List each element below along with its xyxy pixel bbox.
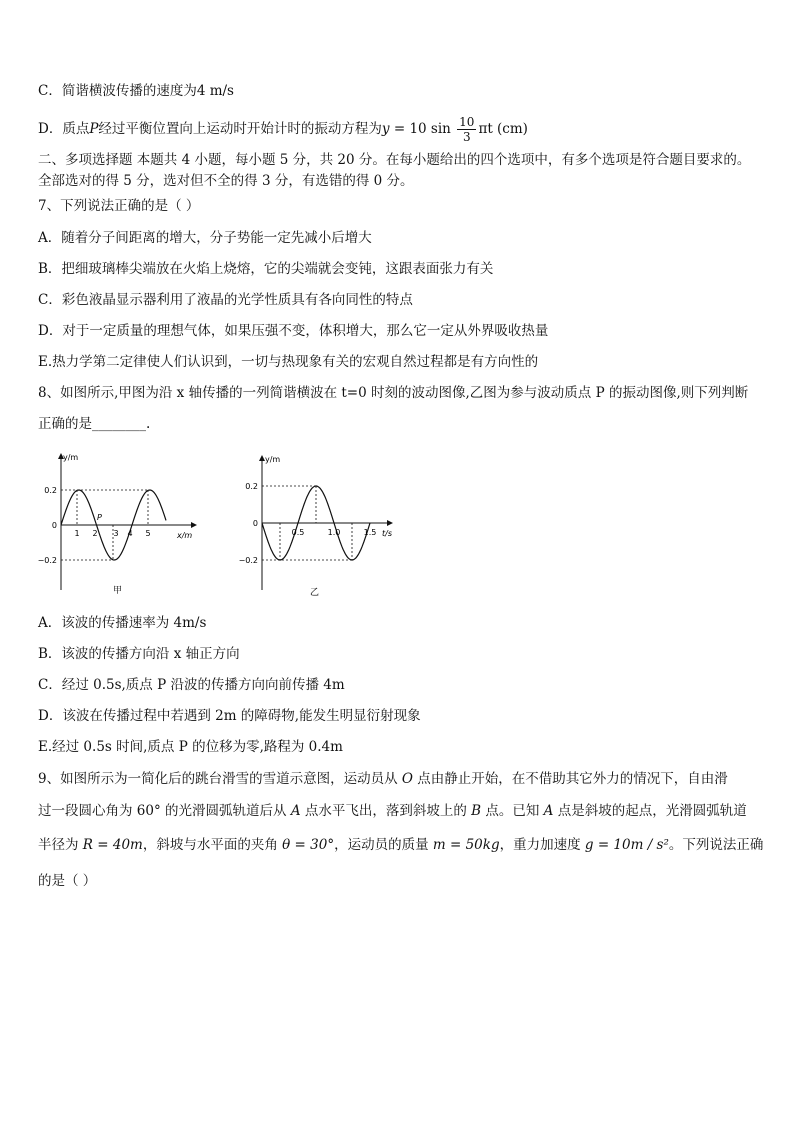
q9-stem-line2: 过一段圆心角为 60° 的光滑圆弧轨道后从 A 点水平飞出，落到斜坡上的 B 点。已知 A 点是斜坡的起点，光滑圆弧轨道 — [38, 803, 747, 819]
q9-stem-line3: 半径为 R = 40m，斜坡与水平面的夹角 θ = 30°，运动员的质量 m = 50kg，重力加速度 g = 10m / s²。下列说法正确 — [38, 837, 764, 853]
jia-xtick-5: 5 — [145, 529, 151, 538]
fraction-10-3: $\frac{10}{3}$ — [459, 115, 475, 144]
jia-caption: 甲 — [113, 586, 123, 596]
q6-option-c: C．简谐横波传播的速度为4 m/s — [38, 83, 234, 99]
jia-ytick-0: 0 — [51, 521, 57, 530]
q7-option-c: C．彩色液晶显示器利用了液晶的光学性质具有各向同性的特点 — [38, 292, 413, 308]
yi-caption: 乙 — [310, 588, 320, 598]
q7-option-b: B．把细玻璃棒尖端放在火焰上烧熔，它的尖端就会变钝，这跟表面张力有关 — [38, 261, 494, 277]
q8-stem-line1: 8、如图所示,甲图为沿 x 轴传播的一列简谐横波在 t=0 时刻的波动图像,乙图为参与波动质点 P 的振动图像,则下列判断 — [38, 385, 749, 401]
jia-ylabel: y/m — [63, 453, 79, 462]
q7-option-d: D．对于一定质量的理想气体，如果压强不变，体积增大，那么它一定从外界吸收热量 — [38, 323, 549, 339]
q8-option-d: D．该波在传播过程中若遇到 2m 的障碍物,能发生明显衍射现象 — [38, 708, 421, 724]
jia-xtick-3: 3 — [113, 529, 119, 538]
jia-ytick-neg0.2: −0.2 — [37, 556, 57, 565]
yi-xlabel: t/s — [382, 529, 392, 538]
yi-ytick-0: 0 — [252, 519, 258, 528]
q9-stem-line4: 的是（ ） — [38, 873, 97, 889]
yi-xtick-1.5: 1.5 — [363, 528, 377, 537]
jia-xtick-1: 1 — [74, 529, 80, 538]
q6-option-d: D．质点P经过平衡位置向上运动时开始计时的振动方程为y = 10 sin $\frac{10}{3}$ πt (cm) — [38, 115, 528, 144]
yi-xtick-1.0: 1.0 — [327, 528, 341, 537]
q9-stem-line1: 9、如图所示为一简化后的跳台滑雪的雪道示意图，运动员从 O 点由静止开始，在不借助其它外力的情况下，自由滑 — [38, 771, 728, 787]
wave-graph-jia — [36, 448, 206, 603]
q7-stem: 7、下列说法正确的是（ ） — [38, 198, 200, 214]
q7-option-e: E.热力学第二定律使人们认识到，一切与热现象有关的宏观自然过程都是有方向性的 — [38, 354, 539, 370]
vibration-graph-yi — [232, 450, 407, 603]
section2-instructions-line2: 全部选对的得 5 分，选对但不全的得 3 分，有选错的得 0 分。 — [38, 173, 414, 189]
yi-xtick-0.5: 0.5 — [291, 528, 305, 537]
q8-option-c: C．经过 0.5s,质点 P 沿波的传播方向向前传播 4m — [38, 677, 345, 693]
q8-stem-line2: 正确的是________. — [38, 416, 151, 432]
jia-xtick-4: 4 — [127, 529, 133, 538]
yi-ytick-neg0.2: −0.2 — [238, 556, 258, 565]
q8-option-a: A．该波的传播速率为 4m/s — [38, 615, 207, 631]
q7-option-a: A．随着分子间距离的增大，分子势能一定先减小后增大 — [38, 230, 372, 246]
yi-ylabel: y/m — [265, 455, 281, 464]
yi-ytick-0.2: 0.2 — [245, 482, 258, 491]
jia-ytick-0.2: 0.2 — [44, 486, 57, 495]
q8-option-b: B．该波的传播方向沿 x 轴正方向 — [38, 646, 240, 662]
jia-xlabel: x/m — [177, 531, 193, 540]
jia-xtick-2: 2 — [92, 529, 98, 538]
section2-instructions-line1: 二、多项选择题 本题共 4 小题，每小题 5 分，共 20 分。在每小题给出的四个选项中，有多个选项是符合题目要求的。 — [38, 152, 751, 168]
jia-point-p-label: P — [97, 513, 102, 522]
q8-option-e: E.经过 0.5s 时间,质点 P 的位移为零,路程为 0.4m — [38, 739, 343, 755]
